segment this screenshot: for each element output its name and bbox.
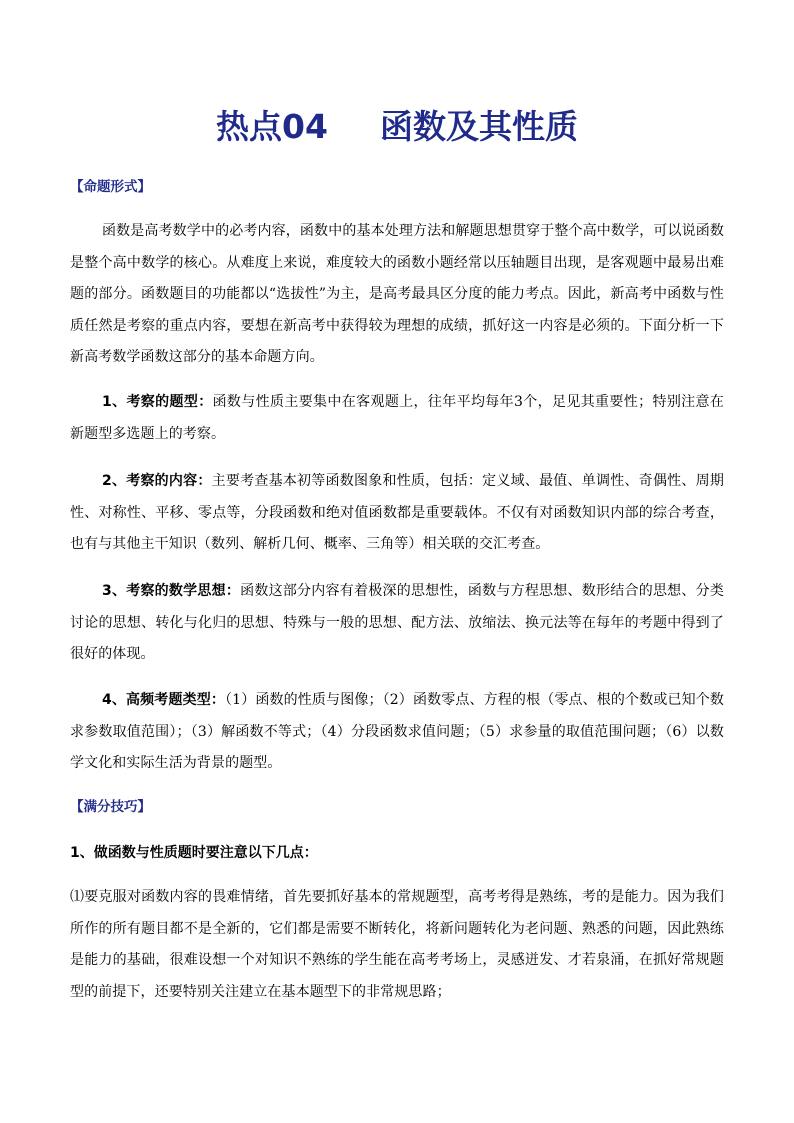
point-text: 函数与性质主要集中在客观题上，往年平均每年3个，足见其重要性；特别注意在新题型多选题上的考察。 <box>70 394 724 442</box>
page-title <box>0 104 794 150</box>
point-math-thinking <box>70 576 724 671</box>
tip-item-1: ⑴要克服对函数内容的畏难情绪，首先要抓好基本的常规题型，高考考得是熟练，考的是能力。因为我们所作的所有题目都不是全新的，它们都是需要不断转化，将新问题转化为老问题、熟悉的问题，因此熟练是能力的基础，很难设想一个对知识不熟练的学生能在高考考场上，灵感迸发、才若泉涌，在抓好常规题型的前提下，还要特别关注建立在基本题型下的非常规思路； <box>70 889 724 1000</box>
point-lead: 1、考察的题型： <box>102 394 213 410</box>
point-question-types <box>70 387 724 450</box>
intro-paragraph: 函数是高考数学中的必考内容，函数中的基本处理方法和解题思想贯穿于整个高中数学，可以说函数是整个高中数学的核心。从难度上来说，难度较大的函数小题经常以压轴题目出现，是客观题中最易出难题的部分。函数题目的功能都以“选拔性”为主，是高考最具区分度的能力考点。因此，新高考中函数与性质任然是考察的重点内容，要想在新高考中获得较为理想的成绩，抓好这一内容是必须的。下面分析一下新高考数学函数这部分的基本命题方向。 <box>70 223 724 365</box>
tips-subheading: 1、做函数与性质题时要注意以下几点： <box>70 845 318 861</box>
point-text: 主要考查基本初等函数图象和性质，包括：定义域、最值、单调性、奇偶性、周期性、对称性、平移、零点等，分段函数和绝对值函数都是重要载体。不仅有对函数知识内部的综合考查，也有与其他主干知识（数列、解析几何、概率、三角等）相关联的交汇考查。 <box>70 473 724 552</box>
point-lead: 4、高频考题类型： <box>102 692 226 708</box>
section-heading-question-form: 【命题形式】 <box>70 179 151 195</box>
title-topic-number: 热点04 <box>216 107 328 146</box>
point-text: （1）函数的性质与图像；（2）函数零点、方程的根（零点、根的个数或已知个数求参数取值范围）；（3）解函数不等式；（4）分段函数求值问题；（5）求参量的取值范围问题；（6）以数学文化和实际生活为背景的题型。 <box>70 692 724 771</box>
section-heading-scoring-tips: 【满分技巧】 <box>70 799 151 815</box>
point-frequent-types <box>70 685 724 780</box>
point-content <box>70 466 724 561</box>
title-topic-name: 函数及其性质 <box>379 107 578 146</box>
point-text: 函数这部分内容有着极深的思想性，函数与方程思想、数形结合的思想、分类讨论的思想、转化与化归的思想、特殊与一般的思想、配方法、放缩法、换元法等在每年的考题中得到了很好的体现。 <box>70 583 724 662</box>
point-lead: 3、考察的数学思想： <box>102 583 241 599</box>
point-lead: 2、考察的内容： <box>102 473 212 489</box>
